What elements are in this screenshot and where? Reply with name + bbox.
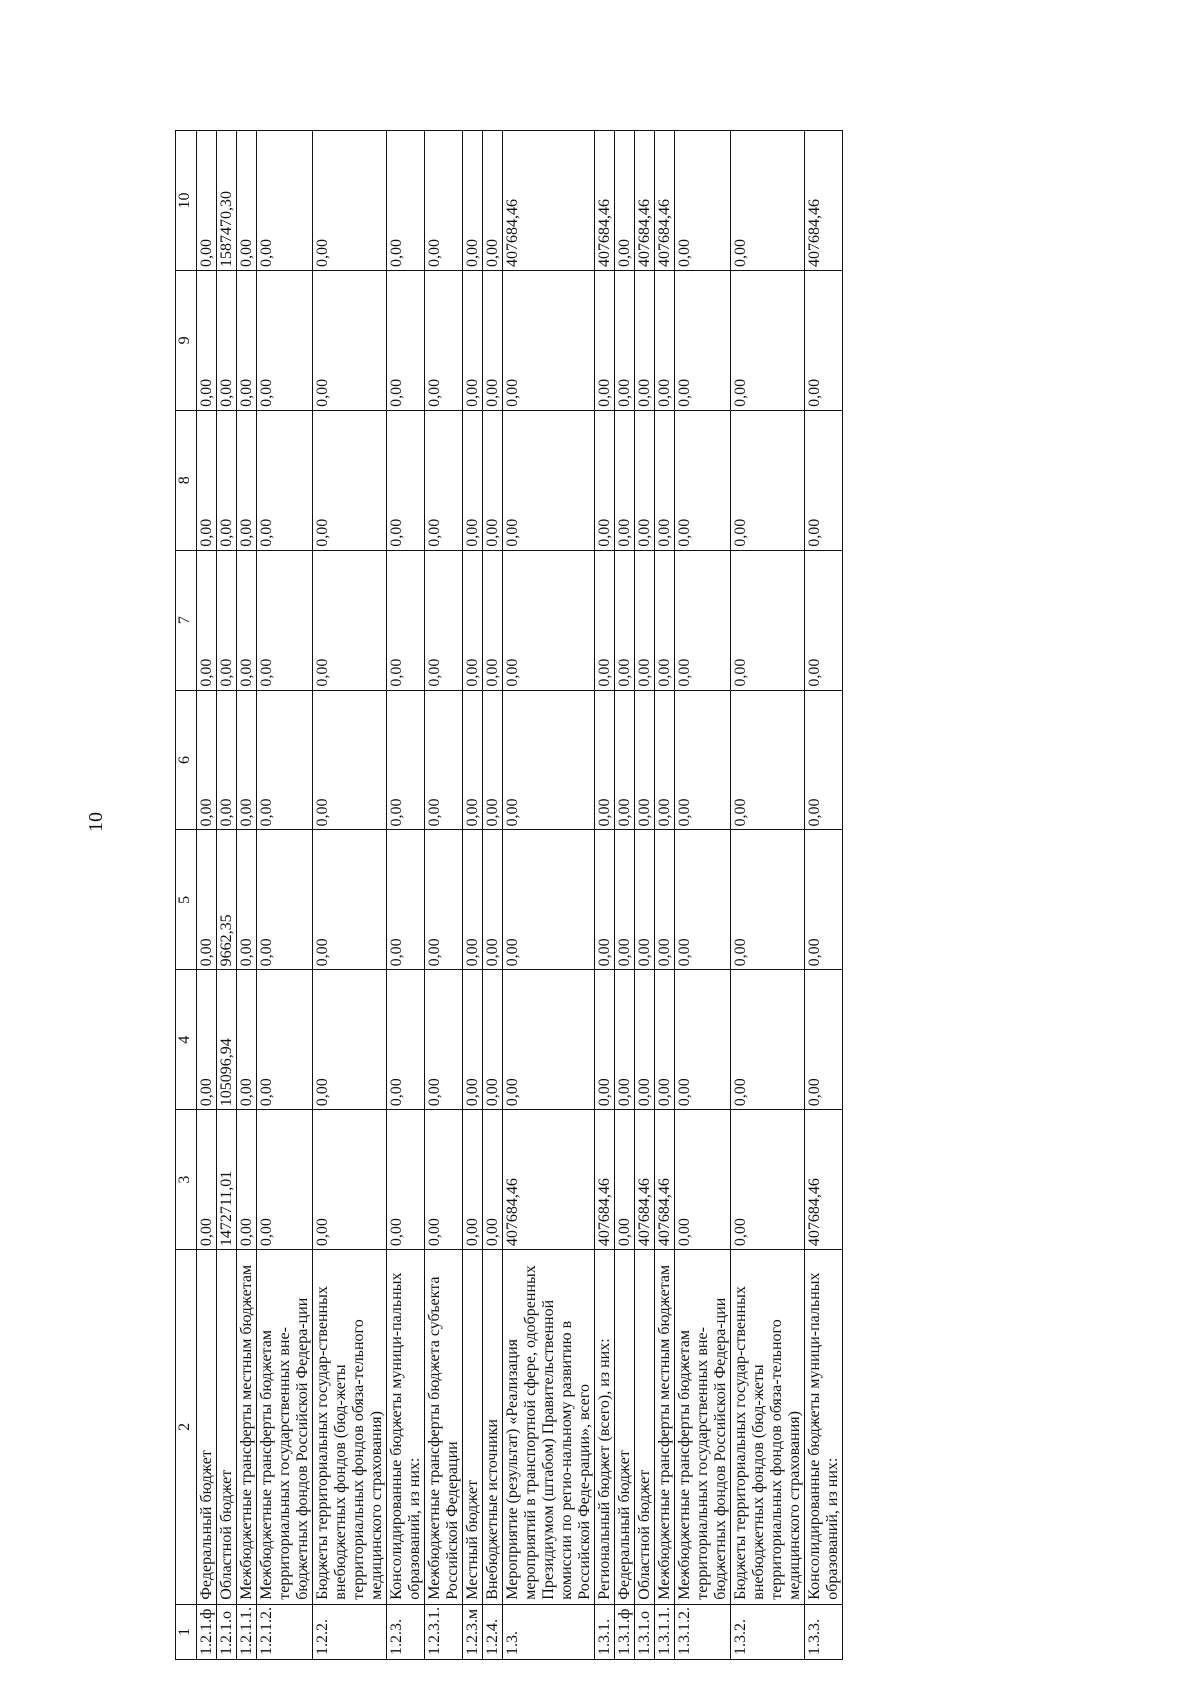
value-cell: 0,00 bbox=[635, 970, 655, 1110]
value-cell: 0,00 bbox=[675, 410, 731, 550]
row-description: Консолидированные бюджеты муници-пальных образований, из них: bbox=[387, 1250, 425, 1605]
value-cell: 0,00 bbox=[503, 550, 595, 690]
value-cell: 0,00 bbox=[615, 830, 635, 970]
budget-table bbox=[175, 130, 843, 1660]
table-row bbox=[197, 131, 217, 1660]
value-cell: 0,00 bbox=[635, 830, 655, 970]
header-row bbox=[176, 131, 197, 1660]
table-row bbox=[655, 131, 675, 1660]
value-cell: 0,00 bbox=[503, 690, 595, 830]
value-cell: 0,00 bbox=[197, 131, 217, 271]
row-description: Региональный бюджет (всего), из них: bbox=[595, 1250, 615, 1605]
value-cell: 0,00 bbox=[805, 410, 843, 550]
value-cell: 0,00 bbox=[805, 550, 843, 690]
value-cell: 0,00 bbox=[655, 830, 675, 970]
value-cell: 0,00 bbox=[257, 131, 313, 271]
value-cell: 0,00 bbox=[503, 970, 595, 1110]
row-code: 1.2.4. bbox=[483, 1604, 503, 1659]
value-cell: 0,00 bbox=[675, 131, 731, 271]
value-cell: 0,00 bbox=[197, 830, 217, 970]
value-cell: 0,00 bbox=[257, 830, 313, 970]
value-cell: 0,00 bbox=[387, 410, 425, 550]
value-cell: 0,00 bbox=[595, 270, 615, 410]
value-cell: 0,00 bbox=[655, 970, 675, 1110]
value-cell: 0,00 bbox=[731, 690, 805, 830]
value-cell: 1587470,30 bbox=[217, 131, 237, 271]
value-cell: 0,00 bbox=[237, 830, 257, 970]
value-cell: 0,00 bbox=[731, 550, 805, 690]
value-cell: 0,00 bbox=[483, 970, 503, 1110]
value-cell: 0,00 bbox=[257, 1110, 313, 1250]
table-row bbox=[805, 131, 843, 1660]
value-cell: 0,00 bbox=[675, 690, 731, 830]
value-cell: 0,00 bbox=[805, 690, 843, 830]
value-cell: 0,00 bbox=[615, 550, 635, 690]
value-cell: 0,00 bbox=[237, 131, 257, 271]
value-cell: 0,00 bbox=[463, 690, 483, 830]
row-code: 1.3.1. bbox=[595, 1604, 615, 1659]
value-cell: 0,00 bbox=[463, 970, 483, 1110]
value-cell: 0,00 bbox=[425, 970, 463, 1110]
table-row bbox=[237, 131, 257, 1660]
value-cell: 0,00 bbox=[197, 270, 217, 410]
value-cell: 0,00 bbox=[237, 970, 257, 1110]
value-cell: 0,00 bbox=[731, 131, 805, 271]
value-cell: 0,00 bbox=[731, 410, 805, 550]
value-cell: 0,00 bbox=[615, 1110, 635, 1250]
value-cell: 0,00 bbox=[655, 690, 675, 830]
row-code: 1.2.1.о bbox=[217, 1604, 237, 1659]
table-row bbox=[387, 131, 425, 1660]
value-cell: 0,00 bbox=[483, 270, 503, 410]
value-cell: 0,00 bbox=[675, 550, 731, 690]
value-cell: 0,00 bbox=[483, 830, 503, 970]
value-cell: 0,00 bbox=[635, 270, 655, 410]
row-code: 1.3.1.ф bbox=[615, 1604, 635, 1659]
table-row bbox=[731, 131, 805, 1660]
value-cell: 0,00 bbox=[387, 131, 425, 271]
value-cell: 0,00 bbox=[387, 830, 425, 970]
value-cell: 0,00 bbox=[483, 131, 503, 271]
value-cell: 0,00 bbox=[197, 550, 217, 690]
value-cell: 407684,46 bbox=[595, 131, 615, 271]
row-description: Консолидированные бюджеты муници-пальных образований, из них: bbox=[805, 1250, 843, 1605]
value-cell: 0,00 bbox=[257, 270, 313, 410]
value-cell: 0,00 bbox=[503, 830, 595, 970]
value-cell: 407684,46 bbox=[635, 1110, 655, 1250]
value-cell: 0,00 bbox=[387, 690, 425, 830]
value-cell: 0,00 bbox=[615, 270, 635, 410]
value-cell: 0,00 bbox=[197, 690, 217, 830]
column-header: 7 bbox=[176, 550, 197, 690]
column-header: 3 bbox=[176, 1110, 197, 1250]
value-cell: 0,00 bbox=[635, 550, 655, 690]
value-cell: 407684,46 bbox=[595, 1110, 615, 1250]
row-code: 1.3. bbox=[503, 1604, 595, 1659]
row-code: 1.2.1.2. bbox=[257, 1604, 313, 1659]
value-cell: 0,00 bbox=[675, 830, 731, 970]
table-body bbox=[176, 131, 843, 1660]
value-cell: 0,00 bbox=[257, 550, 313, 690]
value-cell: 0,00 bbox=[595, 830, 615, 970]
value-cell: 0,00 bbox=[425, 550, 463, 690]
column-header: 1 bbox=[176, 1604, 197, 1659]
value-cell: 407684,46 bbox=[635, 131, 655, 271]
row-code: 1.2.2. bbox=[313, 1604, 387, 1659]
value-cell: 0,00 bbox=[425, 830, 463, 970]
row-description: Федеральный бюджет bbox=[197, 1250, 217, 1605]
row-description: Межбюджетные трансферты бюджетам территориальных государственных вне-бюджетных фондов Российской Федера-ции bbox=[257, 1250, 313, 1605]
row-description: Мероприятие (результат) «Реализация мероприятий в транспортной сфере, одобренных Президиумом (штабом) Правительственной комиссии по регио-нальному развитию в Российской Феде-рации», всего bbox=[503, 1250, 595, 1605]
value-cell: 0,00 bbox=[463, 131, 483, 271]
column-header: 9 bbox=[176, 270, 197, 410]
value-cell: 0,00 bbox=[387, 270, 425, 410]
value-cell: 0,00 bbox=[595, 970, 615, 1110]
row-description: Межбюджетные трансферты бюджета субъекта Российской Федерации bbox=[425, 1250, 463, 1605]
value-cell: 0,00 bbox=[237, 690, 257, 830]
value-cell: 0,00 bbox=[483, 550, 503, 690]
row-code: 1.2.3.1. bbox=[425, 1604, 463, 1659]
value-cell: 0,00 bbox=[237, 270, 257, 410]
table-row bbox=[257, 131, 313, 1660]
value-cell: 0,00 bbox=[313, 410, 387, 550]
value-cell: 0,00 bbox=[463, 550, 483, 690]
value-cell: 0,00 bbox=[635, 410, 655, 550]
row-code: 1.3.1.о bbox=[635, 1604, 655, 1659]
value-cell: 0,00 bbox=[237, 410, 257, 550]
column-header: 5 bbox=[176, 830, 197, 970]
value-cell: 0,00 bbox=[675, 1110, 731, 1250]
value-cell: 0,00 bbox=[731, 270, 805, 410]
value-cell: 0,00 bbox=[197, 410, 217, 550]
value-cell: 407684,46 bbox=[503, 131, 595, 271]
value-cell: 0,00 bbox=[217, 270, 237, 410]
value-cell: 0,00 bbox=[313, 970, 387, 1110]
value-cell: 0,00 bbox=[387, 1110, 425, 1250]
column-header: 8 bbox=[176, 410, 197, 550]
value-cell: 0,00 bbox=[425, 270, 463, 410]
value-cell: 0,00 bbox=[463, 270, 483, 410]
value-cell: 407684,46 bbox=[503, 1110, 595, 1250]
table-row bbox=[635, 131, 655, 1660]
value-cell: 0,00 bbox=[237, 1110, 257, 1250]
value-cell: 0,00 bbox=[237, 550, 257, 690]
row-code: 1.3.1.2. bbox=[675, 1604, 731, 1659]
row-code: 1.2.3. bbox=[387, 1604, 425, 1659]
value-cell: 0,00 bbox=[731, 830, 805, 970]
value-cell: 0,00 bbox=[595, 550, 615, 690]
value-cell: 0,00 bbox=[463, 410, 483, 550]
value-cell: 0,00 bbox=[615, 131, 635, 271]
rotated-table-wrapper bbox=[175, 130, 1135, 1660]
value-cell: 407684,46 bbox=[655, 1110, 675, 1250]
value-cell: 0,00 bbox=[503, 410, 595, 550]
value-cell: 0,00 bbox=[425, 690, 463, 830]
value-cell: 0,00 bbox=[313, 690, 387, 830]
row-code: 1.2.1.1. bbox=[237, 1604, 257, 1659]
value-cell: 0,00 bbox=[635, 690, 655, 830]
value-cell: 0,00 bbox=[483, 1110, 503, 1250]
row-description: Внебюджетные источники bbox=[483, 1250, 503, 1605]
row-code: 1.3.1.1. bbox=[655, 1604, 675, 1659]
table-row bbox=[217, 131, 237, 1660]
value-cell: 0,00 bbox=[731, 970, 805, 1110]
value-cell: 105096,94 bbox=[217, 970, 237, 1110]
value-cell: 0,00 bbox=[313, 550, 387, 690]
table-row bbox=[615, 131, 635, 1660]
value-cell: 0,00 bbox=[483, 410, 503, 550]
value-cell: 0,00 bbox=[615, 970, 635, 1110]
value-cell: 0,00 bbox=[595, 690, 615, 830]
column-header: 10 bbox=[176, 131, 197, 271]
value-cell: 0,00 bbox=[313, 131, 387, 271]
value-cell: 0,00 bbox=[655, 550, 675, 690]
value-cell: 0,00 bbox=[503, 270, 595, 410]
row-code: 1.2.3.м bbox=[463, 1604, 483, 1659]
row-description: Местный бюджет bbox=[463, 1250, 483, 1605]
value-cell: 0,00 bbox=[595, 410, 615, 550]
value-cell: 0,00 bbox=[615, 690, 635, 830]
column-header: 4 bbox=[176, 970, 197, 1110]
row-description: Межбюджетные трансферты местным бюджетам bbox=[237, 1250, 257, 1605]
value-cell: 0,00 bbox=[655, 410, 675, 550]
row-description: Межбюджетные трансферты местным бюджетам bbox=[655, 1250, 675, 1605]
row-description: Областной бюджет bbox=[635, 1250, 655, 1605]
value-cell: 0,00 bbox=[463, 830, 483, 970]
value-cell: 0,00 bbox=[675, 970, 731, 1110]
value-cell: 9662,35 bbox=[217, 830, 237, 970]
table-row bbox=[595, 131, 615, 1660]
page-number: 10 bbox=[85, 812, 107, 832]
column-header: 2 bbox=[176, 1250, 197, 1605]
row-description: Областной бюджет bbox=[217, 1250, 237, 1605]
row-description: Межбюджетные трансферты бюджетам территориальных государственных вне-бюджетных фондов Российской Федера-ции bbox=[675, 1250, 731, 1605]
row-description: Федеральный бюджет bbox=[615, 1250, 635, 1605]
row-code: 1.3.2. bbox=[731, 1604, 805, 1659]
value-cell: 0,00 bbox=[257, 690, 313, 830]
value-cell: 407684,46 bbox=[805, 131, 843, 271]
value-cell: 0,00 bbox=[217, 690, 237, 830]
table-row bbox=[483, 131, 503, 1660]
value-cell: 0,00 bbox=[313, 270, 387, 410]
value-cell: 0,00 bbox=[313, 830, 387, 970]
column-header: 6 bbox=[176, 690, 197, 830]
value-cell: 0,00 bbox=[463, 1110, 483, 1250]
value-cell: 0,00 bbox=[257, 970, 313, 1110]
value-cell: 0,00 bbox=[197, 970, 217, 1110]
value-cell: 0,00 bbox=[805, 830, 843, 970]
value-cell: 0,00 bbox=[731, 1110, 805, 1250]
row-code: 1.2.1.ф bbox=[197, 1604, 217, 1659]
value-cell: 0,00 bbox=[655, 270, 675, 410]
row-description: Бюджеты территориальных государ-ственных внебюджетных фондов (бюд-жеты территориальных фондов обяза-тельного медицинского страхования) bbox=[731, 1250, 805, 1605]
value-cell: 1472711,01 bbox=[217, 1110, 237, 1250]
value-cell: 0,00 bbox=[313, 1110, 387, 1250]
table-row bbox=[503, 131, 595, 1660]
value-cell: 0,00 bbox=[387, 970, 425, 1110]
row-code: 1.3.3. bbox=[805, 1604, 843, 1659]
table-row bbox=[313, 131, 387, 1660]
value-cell: 0,00 bbox=[675, 270, 731, 410]
table-row bbox=[425, 131, 463, 1660]
table-row bbox=[675, 131, 731, 1660]
value-cell: 0,00 bbox=[217, 410, 237, 550]
value-cell: 0,00 bbox=[257, 410, 313, 550]
row-description: Бюджеты территориальных государ-ственных внебюджетных фондов (бюд-жеты территориальных фондов обяза-тельного медицинского страхования) bbox=[313, 1250, 387, 1605]
value-cell: 0,00 bbox=[217, 550, 237, 690]
value-cell: 0,00 bbox=[425, 1110, 463, 1250]
value-cell: 0,00 bbox=[425, 410, 463, 550]
value-cell: 0,00 bbox=[483, 690, 503, 830]
value-cell: 0,00 bbox=[615, 410, 635, 550]
value-cell: 0,00 bbox=[387, 550, 425, 690]
table-row bbox=[463, 131, 483, 1660]
value-cell: 0,00 bbox=[805, 270, 843, 410]
value-cell: 0,00 bbox=[425, 131, 463, 271]
value-cell: 0,00 bbox=[197, 1110, 217, 1250]
value-cell: 0,00 bbox=[805, 970, 843, 1110]
value-cell: 407684,46 bbox=[655, 131, 675, 271]
value-cell: 407684,46 bbox=[805, 1110, 843, 1250]
